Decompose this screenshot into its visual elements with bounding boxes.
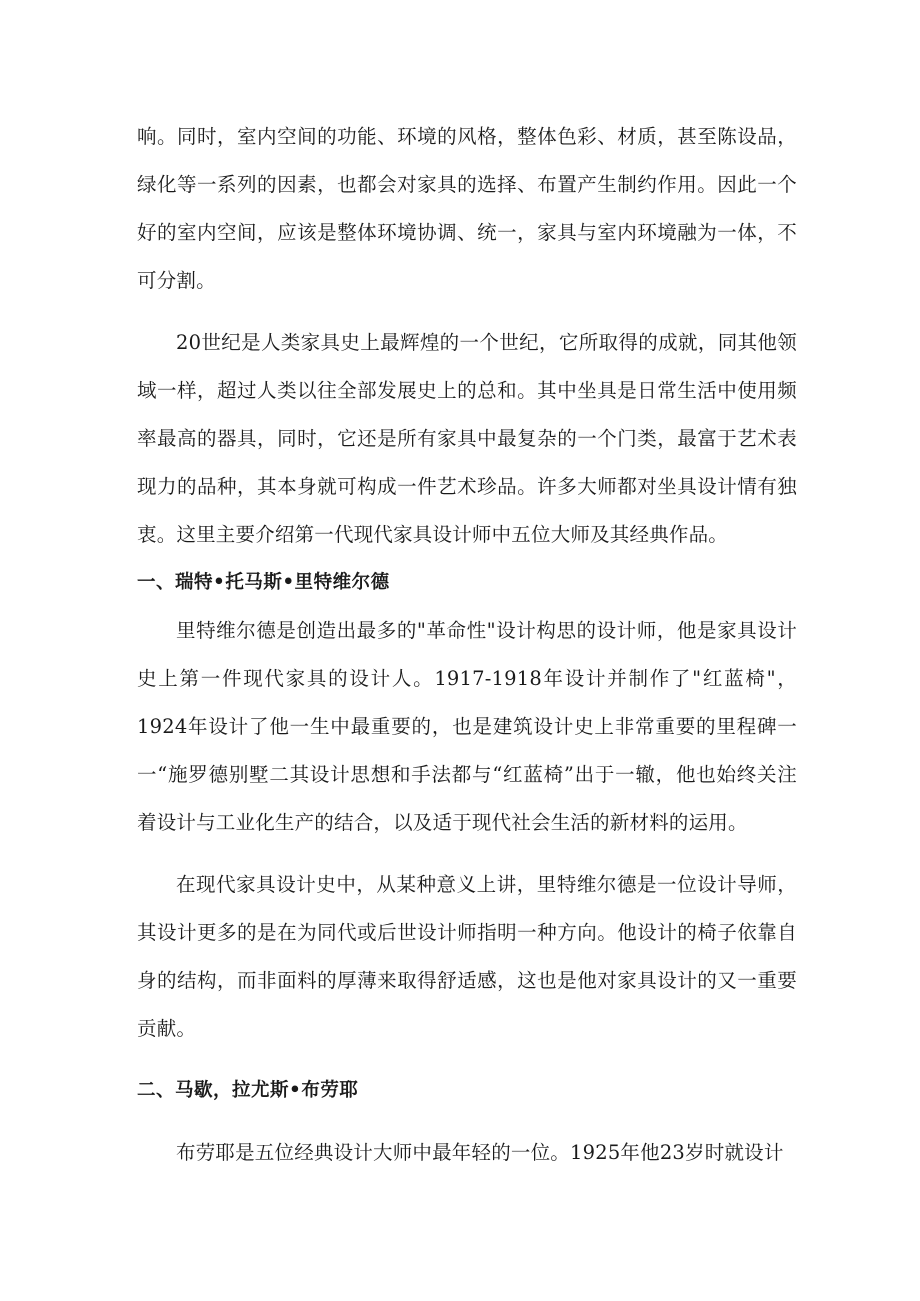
body-paragraph: 20世纪是人类家具史上最辉煌的一个世纪，它所取得的成就，同其他领域一样，超过人类以往全部发展史上的总和。其中坐具是日常生活中使用频率最高的器具，同时，它还是所有家具中最复杂的一个门类，最富于艺术表现力的品种，其本身就可构成一件艺术珍品。许多大师都对坐具设计情有独衷。这里主要介绍第一代现代家具设计师中五位大师及其经典作品。 — [137, 331, 797, 546]
document-body — [137, 113, 797, 1177]
body-paragraph: 响。同时，室内空间的功能、环境的风格，整体色彩、材质，甚至陈设品，绿化等一系列的因素，也都会对家具的选择、布置产生制约作用。因此一个好的室内空间，应该是整体环境协调、统一，家具与室内环境融为一体，不可分割。 — [137, 125, 797, 292]
body-paragraph: 在现代家具设计史中，从某种意义上讲，里特维尔德是一位设计导师，其设计更多的是在为同代或后世设计师指明一种方向。他设计的椅子依靠自身的结构，而非面料的厚薄来取得舒适感，这也是他对家具设计的又一重要贡献。 — [137, 873, 797, 1040]
body-paragraph: 里特维尔德是创造出最多的"革命性"设计构思的设计师，他是家具设计史上第一件现代家具的设计人。1917-1918年设计并制作了"红蓝椅"，1924年设计了他一生中最重要的，也是建筑设计史上非常重要的里程碑一一“施罗德别墅二其设计思想和手法都与“红蓝椅”出于一辙，他也始终关注着设计与工业化生产的结合，以及适于现代社会生活的新材料的运用。 — [137, 619, 797, 834]
section-heading: 二、马歇，拉尤斯•布劳耶 — [137, 1080, 359, 1101]
section-heading: 一、瑞特•托马斯•里特维尔德 — [137, 572, 390, 593]
body-paragraph: 布劳耶是五位经典设计大师中最年轻的一位。1925年他23岁时就设计 — [176, 1141, 784, 1164]
